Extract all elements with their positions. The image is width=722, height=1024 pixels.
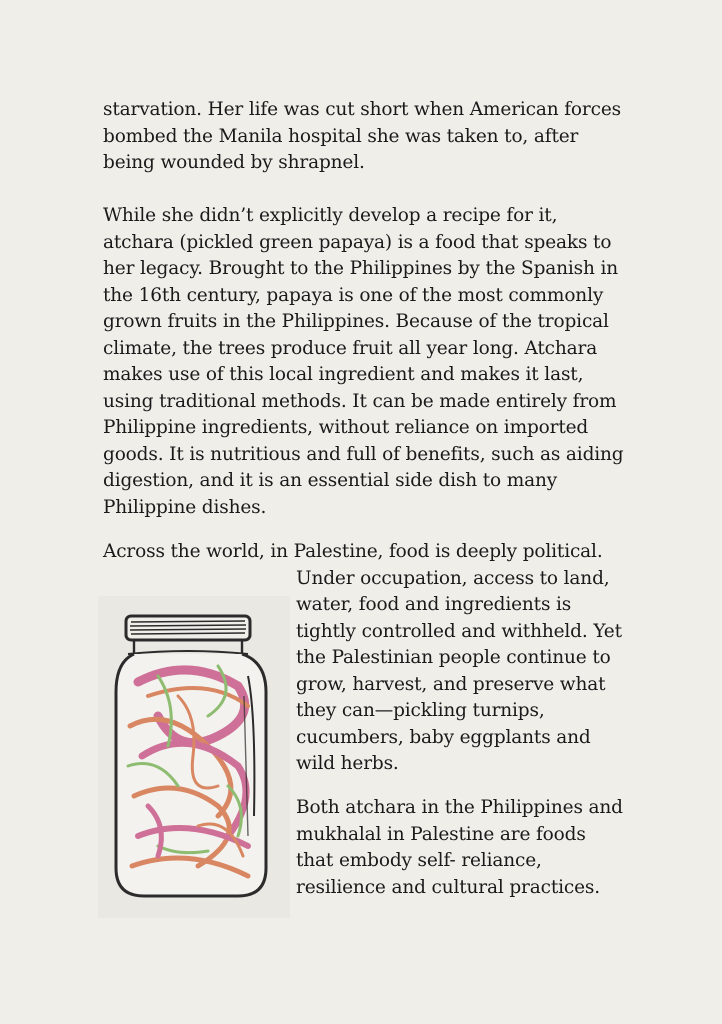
pickle-jar-illustration <box>98 596 290 918</box>
text-line: grow, harvest, and preserve what <box>296 673 606 695</box>
text-line: water, food and ingredients is <box>296 594 572 615</box>
text-line: Philippine dishes. <box>103 496 267 518</box>
text-line: Both atchara in the Philippines and <box>296 797 623 818</box>
text-line: mukhalal in Palestine are foods <box>296 823 586 845</box>
text-line: tightly controlled and withheld. Yet <box>296 620 622 642</box>
text-line: climate, the trees produce fruit all year long. Atchara <box>103 337 598 359</box>
text-line: starvation. Her life was cut short when American forces <box>103 99 621 120</box>
text-line: Under occupation, access to land, <box>296 567 610 589</box>
text-line: bombed the Manila hospital she was taken to, after <box>103 125 579 147</box>
text-line: resilience and cultural practices. <box>296 876 600 898</box>
text-line: wild herbs. <box>296 753 399 774</box>
text-line: digestion, and it is an essential side dish to many <box>103 470 558 491</box>
text-line: her legacy. Brought to the Philippines by the Spanish in <box>103 258 619 279</box>
text-line: While she didn’t explicitly develop a recipe for it, <box>103 205 558 226</box>
text-line: makes use of this local ingredient and makes it last, <box>103 364 584 385</box>
jar-icon <box>98 596 290 918</box>
text-line: Across the world, in Palestine, food is deeply political. <box>103 541 603 562</box>
text-line: Philippine ingredients, without reliance on imported <box>103 417 589 438</box>
text-line: they can—pickling turnips, <box>296 700 545 721</box>
text-line: being wounded by shrapnel. <box>103 152 365 173</box>
text-line: goods. It is nutritious and full of benefits, such as aiding <box>103 443 624 465</box>
text-line: cucumbers, baby eggplants and <box>296 726 591 748</box>
text-line: atchara (pickled green papaya) is a food that speaks to <box>103 231 612 253</box>
text-line: the 16th century, papaya is one of the most commonly <box>103 284 604 306</box>
text-line: grown fruits in the Philippines. Because of the tropical <box>103 311 609 332</box>
text-line: using traditional methods. It can be made entirely from <box>103 390 617 412</box>
text-line: the Palestinian people continue to <box>296 647 611 668</box>
text-line: that embody self- reliance, <box>296 850 542 871</box>
